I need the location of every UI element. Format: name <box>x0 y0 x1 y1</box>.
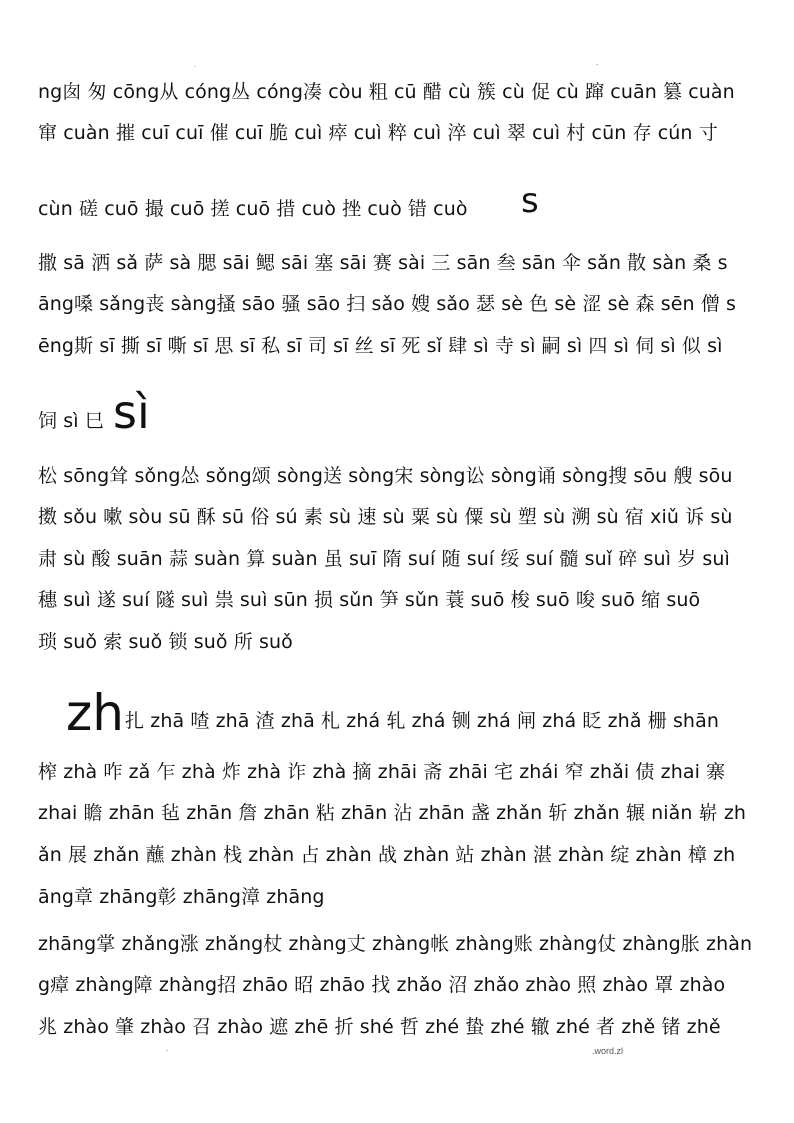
text-line: āng嗓 sǎng丧 sàng搔 sāo 骚 sāo 扫 sǎo 嫂 sǎo 瑟 sè 色 sè 涩 sè 森 sēn 僧 s <box>38 293 737 315</box>
text-line: 撒 sā 洒 sǎ 萨 sà 腮 sāi 鳃 sāi 塞 sāi 赛 sài 三 sān 叁 sān 伞 sǎn 散 sàn 桑 s <box>38 252 728 274</box>
text-line: 兆 zhào 肇 zhào 召 zhào 遮 zhē 折 shé 哲 zhé 蛰 zhé 辙 zhé 者 zhě 锗 zhě <box>38 1016 721 1038</box>
text-line: 穗 suì 遂 suí 隧 suì 祟 suì sūn 损 sǔn 笋 sǔn 蓑 suō 梭 suō 唆 suō 缩 suō <box>38 589 701 611</box>
text-line: 擞 sǒu 嗽 sòu sū 酥 sū 俗 sú 素 sù 速 sù 粟 sù 僳 sù 塑 sù 溯 sù 宿 xiǔ 诉 sù <box>38 506 733 528</box>
text-line: ng囱 匆 cōng从 cóng丛 cóng凑 còu 粗 cū 醋 cù 簇 cù 促 cù 蹿 cuān 篡 cuàn <box>38 81 735 103</box>
header-mark-left: . <box>194 61 197 69</box>
section-heading-zh: zh <box>66 684 124 742</box>
text-line: g瘴 zhàng障 zhàng招 zhāo 昭 zhāo 找 zhǎo 沼 zhǎo zhào 照 zhào 罩 zhào <box>38 974 726 996</box>
text-line: 饲 sì 巳 <box>38 410 104 432</box>
section-heading-s: s <box>521 181 539 221</box>
text-line: ǎn 展 zhǎn 蘸 zhàn 栈 zhàn 占 zhàn 战 zhàn 站 zhàn 湛 zhàn 绽 zhàn 樟 zh <box>38 844 736 866</box>
text-line: āng章 zhāng彰 zhāng漳 zhāng <box>38 886 325 908</box>
text-line: zhāng掌 zhǎng涨 zhǎng杖 zhàng丈 zhàng帐 zhàng账 zhàng仗 zhàng胀 zhàn <box>38 933 753 955</box>
text-line: 肃 sù 酸 suān 蒜 suàn 算 suàn 虽 suī 隋 suí 随 suí 绥 suí 髓 suǐ 碎 suì 岁 suì <box>38 548 730 570</box>
footer-mark-left: - <box>166 1047 169 1055</box>
text-line: 窜 cuàn 摧 cuī cuī 催 cuī 脆 cuì 瘁 cuì 粹 cuì 淬 cuì 翠 cuì 村 cūn 存 cún 寸 <box>38 122 718 144</box>
text-line: ēng斯 sī 撕 sī 嘶 sī 思 sī 私 sī 司 sī 丝 sī 死 sǐ 肆 sì 寺 sì 嗣 sì 四 sì 伺 sì 似 sì <box>38 335 723 357</box>
text-line: zhai 瞻 zhān 毡 zhān 詹 zhān 粘 zhān 沾 zhān 盏 zhǎn 斩 zhǎn 辗 niǎn 崭 zh <box>38 802 747 824</box>
header-mark-right: - <box>596 61 599 69</box>
section-heading-si: sì <box>113 385 150 439</box>
text-line: 琐 suǒ 索 suǒ 锁 suǒ 所 suǒ <box>38 631 293 653</box>
text-line: 榨 zhà 咋 zǎ 乍 zhà 炸 zhà 诈 zhà 摘 zhāi 斋 zhāi 宅 zhái 窄 zhǎi 债 zhai 寨 <box>38 761 726 783</box>
footer-text: .word.zl <box>592 1046 624 1056</box>
text-line: 松 sōng耸 sǒng怂 sǒng颂 sòng送 sòng宋 sòng讼 sòng诵 sòng搜 sōu 艘 sōu <box>38 465 733 487</box>
text-line: 扎 zhā 喳 zhā 渣 zhā 札 zhá 轧 zhá 铡 zhá 闸 zhá 眨 zhǎ 栅 shān <box>125 710 719 732</box>
text-line: cùn 磋 cuō 撮 cuō 搓 cuō 措 cuò 挫 cuò 错 cuò <box>38 198 468 220</box>
